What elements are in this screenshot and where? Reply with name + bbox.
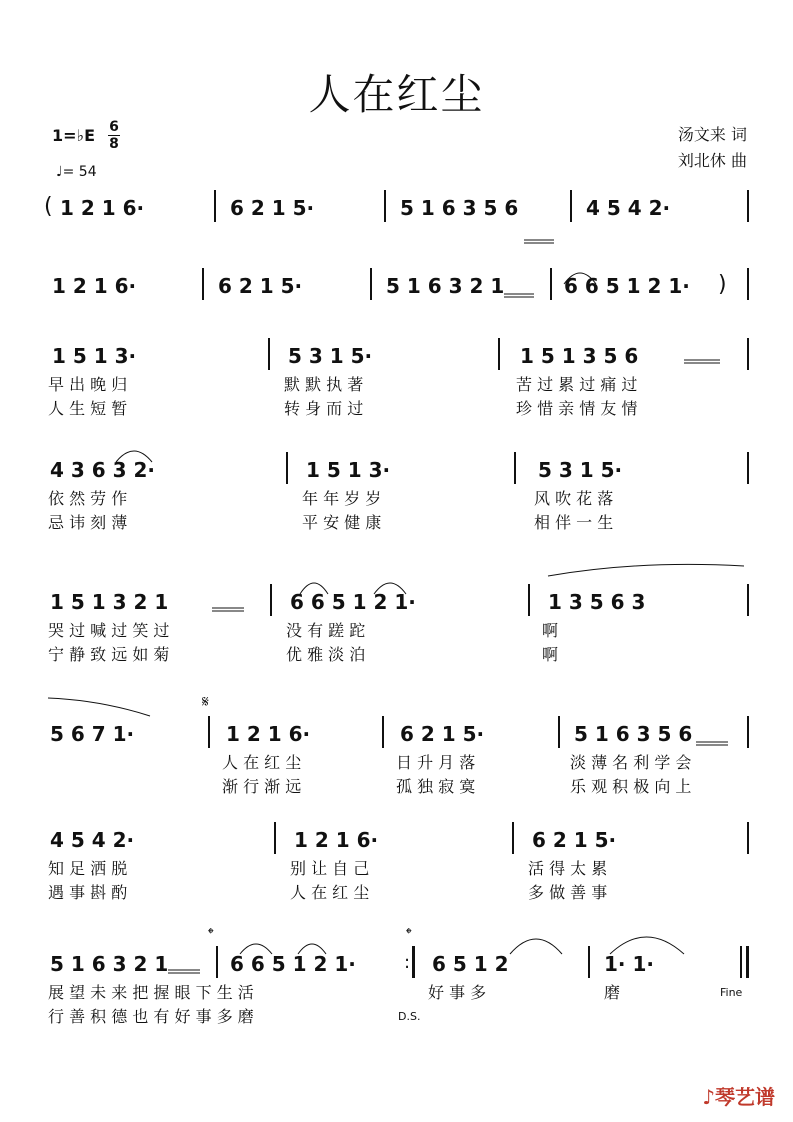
- piano-icon: ♪: [702, 1085, 715, 1109]
- measure: 6 5 1 2: [432, 952, 509, 976]
- lyric-line-1: 好 事 多: [428, 983, 487, 1002]
- measure: 1 3 5 6 3: [548, 590, 646, 614]
- measure: 1 5 1 3·: [52, 344, 137, 368]
- measure: 5 1 6 3 5 6: [574, 722, 693, 746]
- measure: 1 5 1 3 5 6: [520, 344, 639, 368]
- lyric-line-1: 风 吹 花 落: [534, 489, 614, 508]
- measure: 1· 1·: [604, 952, 654, 976]
- measure: 1 5 1 3 2 1: [50, 590, 169, 614]
- lyric-line-1: 苦 过 累 过 痛 过: [516, 375, 638, 394]
- lyric-line-1: 人 在 红 尘: [222, 753, 302, 772]
- measure: 1 2 1 6·: [226, 722, 311, 746]
- measure: 1 2 1 6·: [60, 196, 145, 220]
- measure: 5 3 1 5·: [538, 458, 623, 482]
- measure: 5 1 6 3 2 1: [386, 274, 505, 298]
- lyric-line-1: 啊: [542, 621, 559, 640]
- lyric-line-2: 人 在 红 尘: [290, 883, 370, 902]
- measure: 5 1 6 3 5 6: [400, 196, 519, 220]
- measure: 4 5 4 2·: [586, 196, 671, 220]
- measure: 6 2 1 5·: [400, 722, 485, 746]
- lyric-line-2: 孤 独 寂 寞: [396, 777, 476, 796]
- measure: 5 1 6 3 2 1: [50, 952, 169, 976]
- lyric-line-1: 知 足 洒 脱: [48, 859, 128, 878]
- lyricist: 汤文来 词: [677, 125, 747, 144]
- lyric-line-1: 默 默 执 著: [284, 375, 364, 394]
- segno-icon: 𝄋: [202, 692, 209, 711]
- lyric-line-2: 相 伴 一 生: [534, 513, 614, 532]
- lyric-line-1: 没 有 蹉 跎: [286, 621, 366, 640]
- lyric-line-2: 宁 静 致 远 如 菊: [48, 645, 170, 664]
- lyric-line-1: 日 升 月 落: [396, 753, 476, 772]
- measure: 6 6 5 1 2 1·: [230, 952, 356, 976]
- lyric-line-1: 依 然 劳 作: [48, 489, 128, 508]
- lyric-line-2: 人 生 短 暂: [48, 399, 128, 418]
- measure: 1 2 1 6·: [52, 274, 137, 298]
- measure: 4 5 4 2·: [50, 828, 135, 852]
- ds-marking: D.S.: [398, 1010, 421, 1023]
- meter-top: 6: [109, 119, 119, 135]
- repeat-open-paren: (: [44, 194, 53, 219]
- lyric-line-1: 淡 薄 名 利 学 会: [570, 753, 692, 772]
- lyric-line-2: 多 做 善 事: [528, 883, 608, 902]
- lyric-line-1: 活 得 太 累: [528, 859, 608, 878]
- measure: 6 2 1 5·: [230, 196, 315, 220]
- coda-icon: 𝄌: [208, 924, 214, 943]
- repeat-colon: :: [404, 952, 411, 973]
- measure: 6 6 5 1 2 1·: [290, 590, 416, 614]
- key-signature: 1=♭E: [52, 126, 96, 145]
- time-signature: [108, 120, 120, 151]
- quarter-note-icon: ♩: [56, 164, 63, 180]
- brand-logo: [702, 1081, 775, 1110]
- lyric-line-2: 渐 行 渐 远: [222, 777, 302, 796]
- lyric-line-2: 行 善 积 德 也 有 好 事 多 磨: [48, 1007, 254, 1026]
- measure: 6 6 5 1 2 1·: [564, 274, 690, 298]
- tempo-marking: [56, 164, 97, 180]
- measure: 5 3 1 5·: [288, 344, 373, 368]
- tempo-value: = 54: [62, 164, 97, 180]
- lyric-line-1: 年 年 岁 岁: [302, 489, 382, 508]
- measure: 4 3 6 3 2·: [50, 458, 156, 482]
- measure: 6 2 1 5·: [532, 828, 617, 852]
- lyric-line-1: 磨: [604, 983, 621, 1002]
- lyric-line-2: 忌 讳 刻 薄: [48, 513, 128, 532]
- measure: 6 2 1 5·: [218, 274, 303, 298]
- lyric-line-2: 平 安 健 康: [302, 513, 382, 532]
- page-title: 人在红尘: [308, 70, 485, 119]
- measure: 1 5 1 3·: [306, 458, 391, 482]
- lyric-line-2: 啊: [542, 645, 559, 664]
- measure: 5 6 7 1·: [50, 722, 135, 746]
- lyric-line-2: 优 雅 淡 泊: [286, 645, 366, 664]
- lyric-line-2: 乐 观 积 极 向 上: [570, 777, 692, 796]
- lyric-line-1: 别 让 自 己: [290, 859, 370, 878]
- lyric-line-1: 早 出 晚 归: [48, 375, 128, 394]
- composer: 刘北休 曲: [677, 151, 747, 170]
- fine-marking: Fine: [720, 986, 743, 999]
- logo-text: 琴艺谱: [715, 1085, 775, 1109]
- lyric-line-1: 哭 过 喊 过 笑 过: [48, 621, 170, 640]
- lyric-line-2: 转 身 而 过: [284, 399, 364, 418]
- lyric-line-1: 展 望 未 来 把 握 眼 下 生 活: [48, 983, 254, 1002]
- lyric-line-2: 珍 惜 亲 情 友 情: [516, 399, 638, 418]
- coda-icon: 𝄌: [406, 924, 412, 943]
- repeat-close-paren: ): [718, 272, 727, 297]
- lyric-line-2: 遇 事 斟 酌: [48, 883, 128, 902]
- measure: 1 2 1 6·: [294, 828, 379, 852]
- meter-bottom: 8: [109, 136, 119, 152]
